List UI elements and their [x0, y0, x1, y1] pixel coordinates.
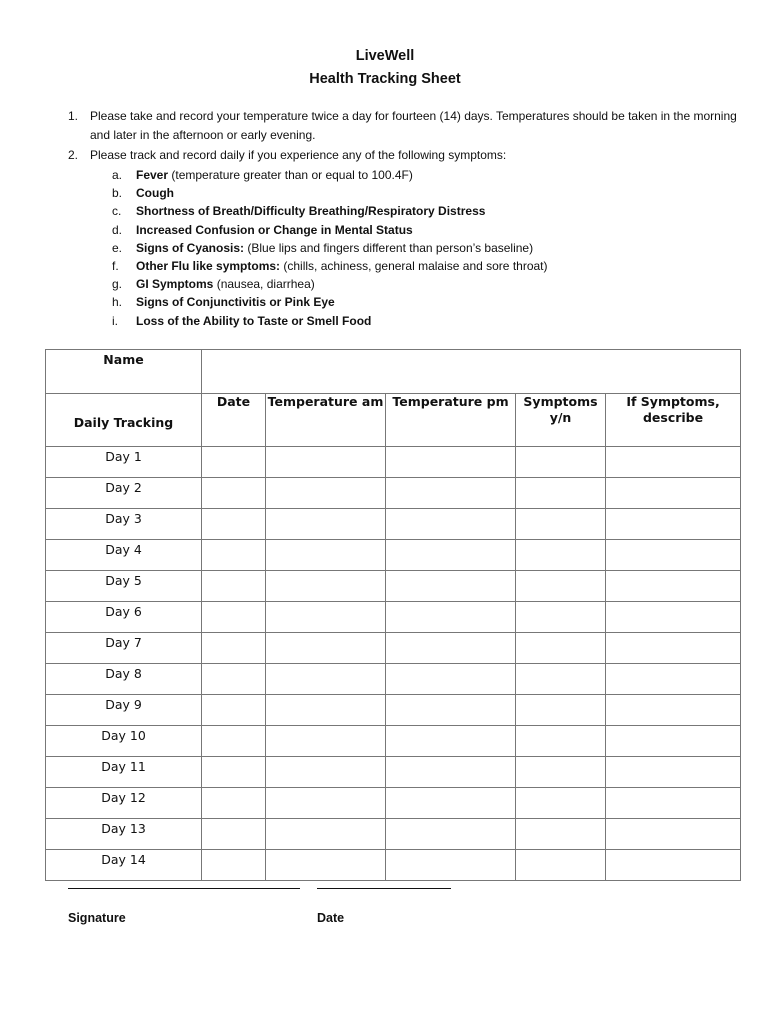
symptom-letter: c. [112, 204, 122, 219]
symptom-name: Loss of the Ability to Taste or Smell Food [136, 313, 372, 328]
temperature-am-cell[interactable] [266, 540, 386, 571]
symptoms-cell[interactable] [516, 850, 606, 881]
table-row [46, 540, 741, 571]
table-row [46, 571, 741, 602]
symptom-letter: h. [112, 295, 123, 310]
symptom-text [136, 221, 413, 239]
instruction-2 [68, 146, 738, 165]
date-cell[interactable] [202, 664, 266, 695]
date-cell[interactable] [202, 447, 266, 478]
temperature-am-cell[interactable] [266, 633, 386, 664]
symptoms-cell[interactable] [516, 664, 606, 695]
temperature-pm-cell[interactable] [386, 757, 516, 788]
table-row [46, 447, 741, 478]
symptoms-cell[interactable] [516, 757, 606, 788]
column-header-symptoms: Symptoms y/n [516, 394, 606, 447]
date-label: Date [317, 911, 345, 925]
day-label: Day 13 [46, 819, 202, 850]
date-cell[interactable] [202, 571, 266, 602]
instruction-number: 2. [68, 148, 79, 162]
temperature-pm-cell[interactable] [386, 695, 516, 726]
date-cell[interactable] [202, 788, 266, 819]
symptom-letter: e. [112, 240, 123, 255]
symptom-detail: (temperature greater than or equal to 100.4F) [168, 168, 413, 182]
table-row [46, 757, 741, 788]
temperature-am-cell[interactable] [266, 788, 386, 819]
temperature-pm-cell[interactable] [386, 447, 516, 478]
column-header-date: Date [202, 394, 266, 447]
day-label: Day 8 [46, 664, 202, 695]
symptom-name: Increased Confusion or Change in Mental Status [136, 222, 413, 237]
date-cell[interactable] [202, 478, 266, 509]
describe-cell[interactable] [606, 695, 741, 726]
symptom-letter: b. [112, 186, 123, 201]
symptom-letter: d. [112, 222, 123, 237]
temperature-am-cell[interactable] [266, 695, 386, 726]
symptom-name: Signs of Cyanosis: [136, 240, 245, 255]
symptom-letter: g. [112, 277, 123, 292]
table-row [46, 695, 741, 726]
table-row [46, 478, 741, 509]
temperature-pm-cell[interactable] [386, 478, 516, 509]
describe-cell[interactable] [606, 757, 741, 788]
instruction-number: 1. [68, 109, 79, 123]
symptom-detail: (Blue lips and fingers different than person’s baseline) [244, 240, 534, 255]
symptom-text [136, 166, 413, 184]
describe-cell[interactable] [606, 819, 741, 850]
describe-cell[interactable] [606, 447, 741, 478]
symptom-letter: f. [112, 259, 119, 273]
temperature-am-cell[interactable] [266, 509, 386, 540]
day-label: Day 11 [46, 757, 202, 788]
day-label: Day 1 [46, 447, 202, 478]
column-header-temperature-pm: Temperature pm [386, 394, 516, 447]
symptom-name: Shortness of Breath/Difficulty Breathing/Respiratory Distress [136, 204, 486, 219]
symptoms-cell[interactable] [516, 633, 606, 664]
date-cell[interactable] [202, 850, 266, 881]
temperature-am-cell[interactable] [266, 819, 386, 850]
symptoms-cell[interactable] [516, 695, 606, 726]
temperature-am-cell[interactable] [266, 478, 386, 509]
column-header-temperature-am: Temperature am [266, 394, 386, 447]
temperature-pm-cell[interactable] [386, 540, 516, 571]
symptoms-cell[interactable] [516, 571, 606, 602]
temperature-pm-cell[interactable] [386, 850, 516, 881]
table-row [46, 509, 741, 540]
day-label: Day 14 [46, 850, 202, 881]
temperature-pm-cell[interactable] [386, 571, 516, 602]
instruction-text: Please take and record your temperature twice a day for fourteen (14) days. Temperatures should be taken in the morning and later in the afternoon or early evening. [90, 109, 737, 142]
date-cell[interactable] [202, 757, 266, 788]
describe-cell[interactable] [606, 633, 741, 664]
describe-cell[interactable] [606, 509, 741, 540]
symptom-name: Other Flu like symptoms: [136, 259, 281, 273]
describe-cell[interactable] [606, 602, 741, 633]
symptom-name: Fever [136, 168, 169, 182]
describe-cell[interactable] [606, 788, 741, 819]
describe-cell[interactable] [606, 478, 741, 509]
symptom-name: Signs of Conjunctivitis or Pink Eye [136, 295, 335, 310]
symptom-text [136, 312, 371, 330]
date-cell[interactable] [202, 819, 266, 850]
describe-cell[interactable] [606, 726, 741, 757]
date-cell[interactable] [202, 695, 266, 726]
temperature-pm-cell[interactable] [386, 664, 516, 695]
temperature-pm-cell[interactable] [386, 633, 516, 664]
date-cell[interactable] [202, 602, 266, 633]
temperature-pm-cell[interactable] [386, 788, 516, 819]
day-label: Day 2 [46, 478, 202, 509]
day-label: Day 5 [46, 571, 202, 602]
day-label: Day 4 [46, 540, 202, 571]
temperature-am-cell[interactable] [266, 726, 386, 757]
instruction-text: Please track and record daily if you experience any of the following symptoms: [90, 148, 507, 162]
symptoms-cell[interactable] [516, 726, 606, 757]
symptoms-cell[interactable] [516, 788, 606, 819]
table-row [46, 819, 741, 850]
symptom-detail: (nausea, diarrhea) [213, 277, 315, 292]
temperature-pm-cell[interactable] [386, 819, 516, 850]
symptom-letter: a. [112, 168, 123, 182]
symptom-name: GI Symptoms [136, 277, 214, 292]
table-row [46, 633, 741, 664]
symptoms-cell[interactable] [516, 509, 606, 540]
temperature-pm-cell[interactable] [386, 602, 516, 633]
describe-cell[interactable] [606, 540, 741, 571]
daily-tracking-label: Daily Tracking [46, 394, 202, 447]
date-cell[interactable] [202, 540, 266, 571]
symptoms-cell[interactable] [516, 819, 606, 850]
day-label: Day 6 [46, 602, 202, 633]
symptom-text [136, 257, 548, 275]
day-label: Day 9 [46, 695, 202, 726]
symptom-text [136, 275, 315, 293]
date-cell[interactable] [202, 509, 266, 540]
symptom-text [136, 293, 335, 311]
symptom-text [136, 239, 533, 257]
temperature-am-cell[interactable] [266, 664, 386, 695]
table-row [46, 664, 741, 695]
page-title: LiveWell [355, 48, 415, 64]
name-field[interactable] [202, 350, 741, 394]
temperature-am-cell[interactable] [266, 571, 386, 602]
temperature-pm-cell[interactable] [386, 509, 516, 540]
name-label: Name [46, 350, 202, 394]
symptom-letter: i. [112, 313, 118, 328]
column-header-describe: If Symptoms, describe [606, 394, 741, 447]
day-label: Day 3 [46, 509, 202, 540]
symptom-text [136, 184, 174, 202]
signature-line[interactable] [68, 888, 300, 889]
date-cell[interactable] [202, 726, 266, 757]
temperature-am-cell[interactable] [266, 602, 386, 633]
temperature-am-cell[interactable] [266, 757, 386, 788]
describe-cell[interactable] [606, 571, 741, 602]
date-line[interactable] [317, 888, 451, 889]
symptoms-cell[interactable] [516, 602, 606, 633]
temperature-am-cell[interactable] [266, 850, 386, 881]
describe-cell[interactable] [606, 850, 741, 881]
table-row [46, 850, 741, 881]
signature-label: Signature [68, 911, 126, 925]
symptoms-cell[interactable] [516, 447, 606, 478]
date-cell[interactable] [202, 633, 266, 664]
symptom-text [136, 202, 485, 220]
tracking-table [45, 349, 741, 881]
day-label: Day 7 [46, 633, 202, 664]
page-subtitle: Health Tracking Sheet [309, 71, 461, 87]
temperature-am-cell[interactable] [266, 447, 386, 478]
symptom-name: Cough [136, 186, 174, 201]
table-row [46, 788, 741, 819]
instruction-1 [68, 107, 738, 145]
symptoms-cell[interactable] [516, 478, 606, 509]
describe-cell[interactable] [606, 664, 741, 695]
table-row [46, 726, 741, 757]
symptoms-cell[interactable] [516, 540, 606, 571]
symptom-detail: (chills, achiness, general malaise and sore throat) [280, 259, 548, 273]
day-label: Day 12 [46, 788, 202, 819]
table-row [46, 602, 741, 633]
temperature-pm-cell[interactable] [386, 726, 516, 757]
day-label: Day 10 [46, 726, 202, 757]
